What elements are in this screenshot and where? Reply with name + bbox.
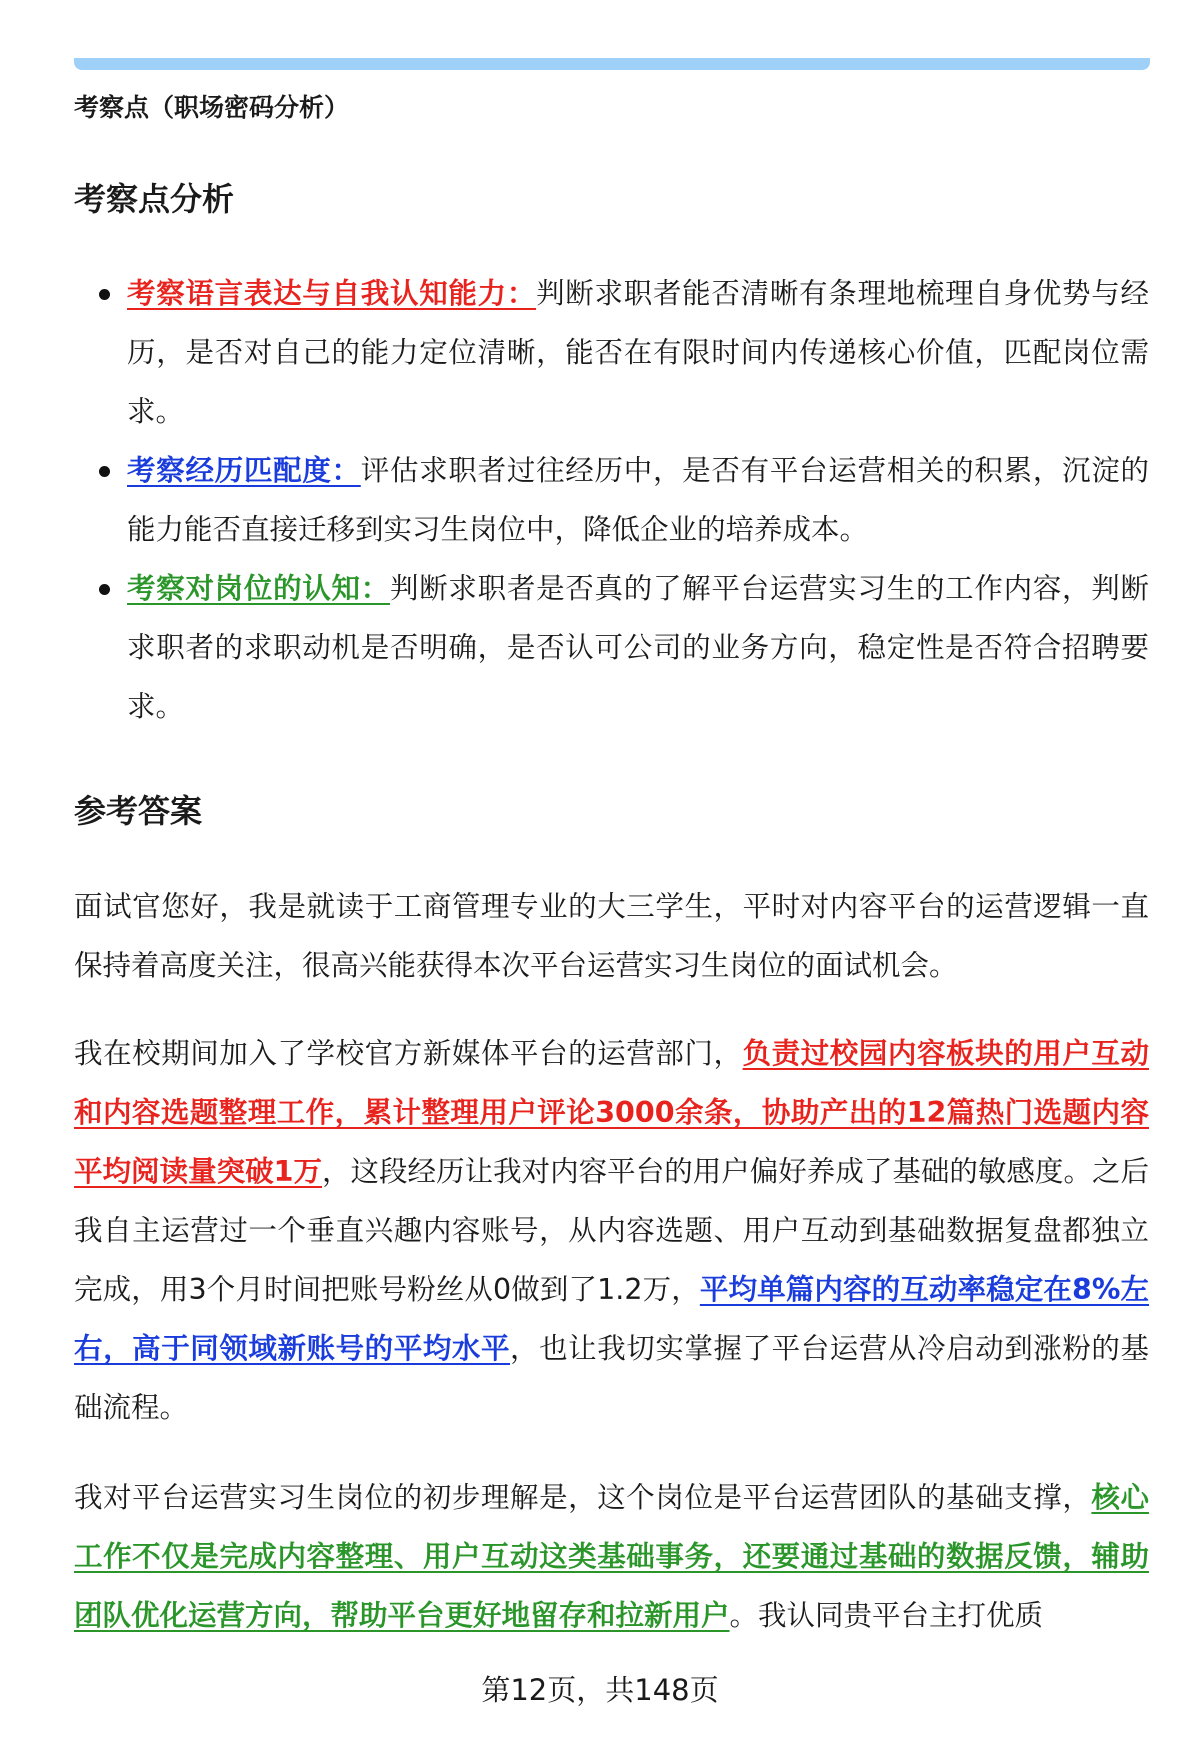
highlight-red: 负责过校园内容板块的用户互动和内容选题整理工作，累计整理用户评论3000余条，协助产出的12篇热门选题内容平均阅读量突破1万 xyxy=(74,1037,1150,1188)
highlight-blue: 平均单篇内容的互动率稳定在8%左右，高于同领域新账号的平均水平 xyxy=(74,1273,1150,1365)
analysis-points-list xyxy=(74,264,1149,736)
answer-paragraph-1: 面试官您好，我是就读于工商管理专业的大三学生，平时对内容平台的运营逻辑一直保持着高度关注，很高兴能获得本次平台运营实习生岗位的面试机会。 xyxy=(74,890,1149,982)
point-label: 考察语言表达与自我认知能力： xyxy=(127,277,537,310)
list-item xyxy=(74,264,1149,441)
section-title-answer: 参考答案 xyxy=(74,792,203,830)
answer-paragraph-3 xyxy=(74,1468,1149,1645)
list-item xyxy=(74,441,1149,559)
text: 我在校期间加入了学校官方新媒体平台的运营部门， xyxy=(74,1037,743,1070)
top-accent-bar xyxy=(74,58,1150,70)
highlight-green: 核心工作不仅是完成内容整理、用户互动这类基础事务，还要通过基础的数据反馈，辅助团队优化运营方向，帮助平台更好地留存和拉新用户 xyxy=(74,1481,1149,1632)
document-header: 考察点（职场密码分析） xyxy=(74,93,350,122)
point-text: 判断求职者能否清晰有条理地梳理自身优势与经历，是否对自己的能力定位清晰，能否在有限时间内传递核心价值，匹配岗位需求。 xyxy=(127,277,1149,428)
text: 。我认同贵平台主打优质 xyxy=(729,1599,1044,1632)
list-item xyxy=(74,559,1149,736)
point-text: 判断求职者是否真的了解平台运营实习生的工作内容，判断求职者的求职动机是否明确，是否认可公司的业务方向，稳定性是否符合招聘要求。 xyxy=(127,572,1149,723)
text: 我对平台运营实习生岗位的初步理解是，这个岗位是平台运营团队的基础支撑， xyxy=(74,1481,1092,1514)
text: ，也让我切实掌握了平台运营从冷启动到涨粉的基础流程。 xyxy=(74,1332,1149,1424)
point-label: 考察经历匹配度： xyxy=(127,454,361,487)
section-title-analysis: 考察点分析 xyxy=(74,180,235,218)
page-number: 第12页，共148页 xyxy=(481,1673,719,1707)
text: ，这段经历让我对内容平台的用户偏好养成了基础的敏感度。之后我自主运营过一个垂直兴趣内容账号，从内容选题、用户互动到基础数据复盘都独立完成，用3个月时间把账号粉丝从0做到了1.2万， xyxy=(74,1155,1149,1306)
answer-paragraph-2 xyxy=(74,1024,1149,1437)
point-label: 考察对岗位的认知： xyxy=(127,572,390,605)
point-text: 评估求职者过往经历中，是否有平台运营相关的积累，沉淀的能力能否直接迁移到实习生岗位中，降低企业的培养成本。 xyxy=(127,454,1149,546)
